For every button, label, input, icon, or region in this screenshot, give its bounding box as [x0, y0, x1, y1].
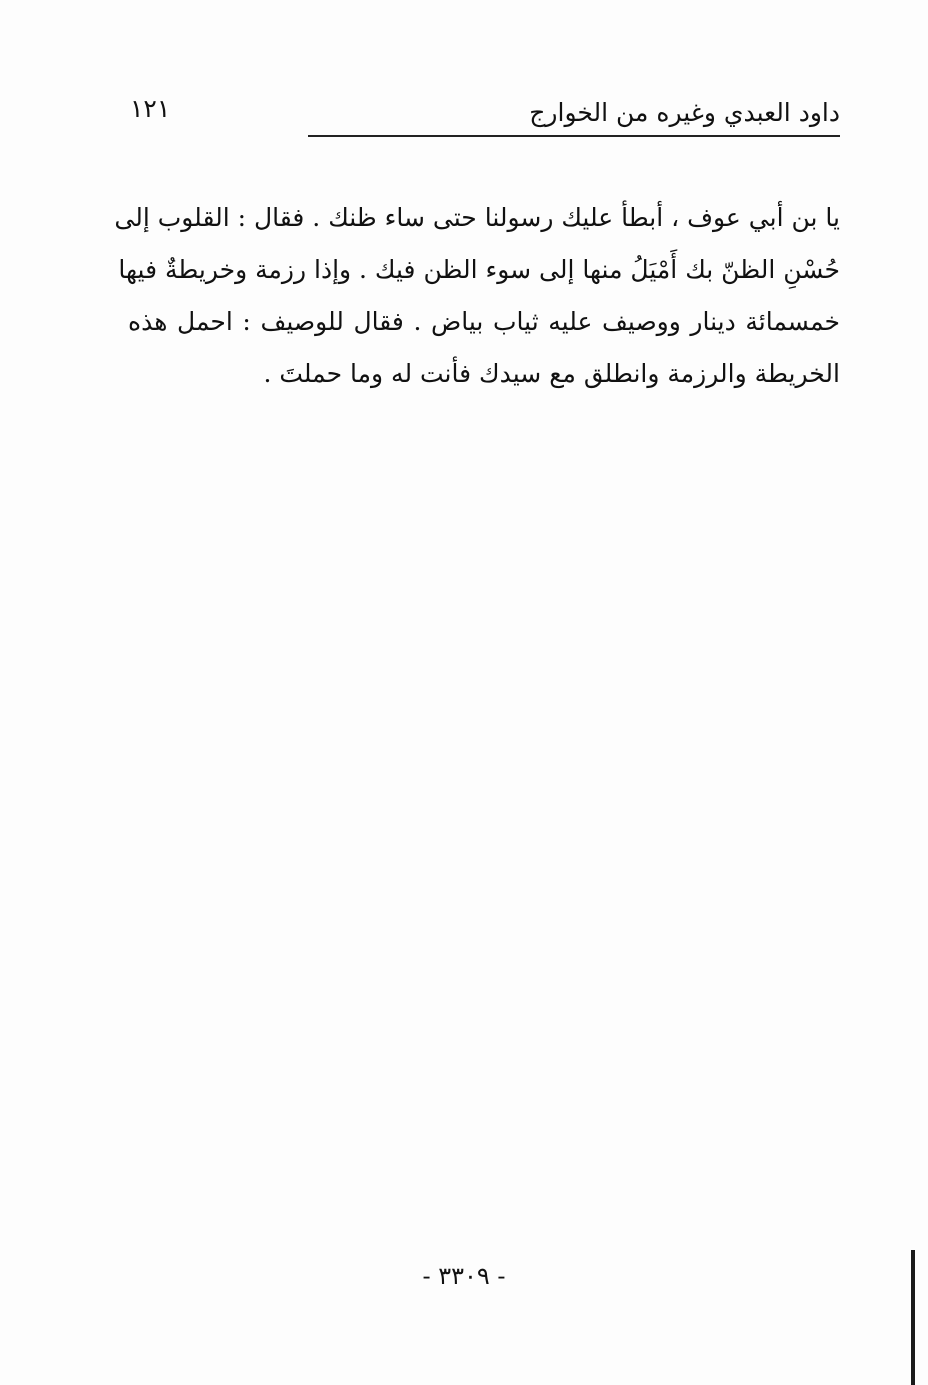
header-rule [308, 135, 840, 137]
scan-edge-line [911, 1250, 915, 1385]
text-line: حُسْنِ الظنّ بك أَمْيَلُ منها إلى سوء الظن فيك . وإذا رزمة وخريطةٌ فيها [118, 255, 840, 284]
page-number: ١٢١ [130, 94, 171, 123]
footer-folio: - ٣٣٠٩ - [422, 1262, 506, 1290]
chapter-title: داود العبدي وغيره من الخوارج [529, 98, 840, 127]
body-text [114, 192, 840, 400]
text-line: خمسمائة دينار ووصيف عليه ثياب بياض . فقال للوصيف : احمل هذه [128, 307, 840, 336]
text-line: يا بن أبي عوف ، أبطأ عليك رسولنا حتى ساء ظنك . فقال : القلوب إلى [114, 203, 840, 232]
text-line: الخريطة والرزمة وانطلق مع سيدك فأنت له وما حملتَ . [263, 359, 840, 388]
running-header [130, 92, 840, 138]
